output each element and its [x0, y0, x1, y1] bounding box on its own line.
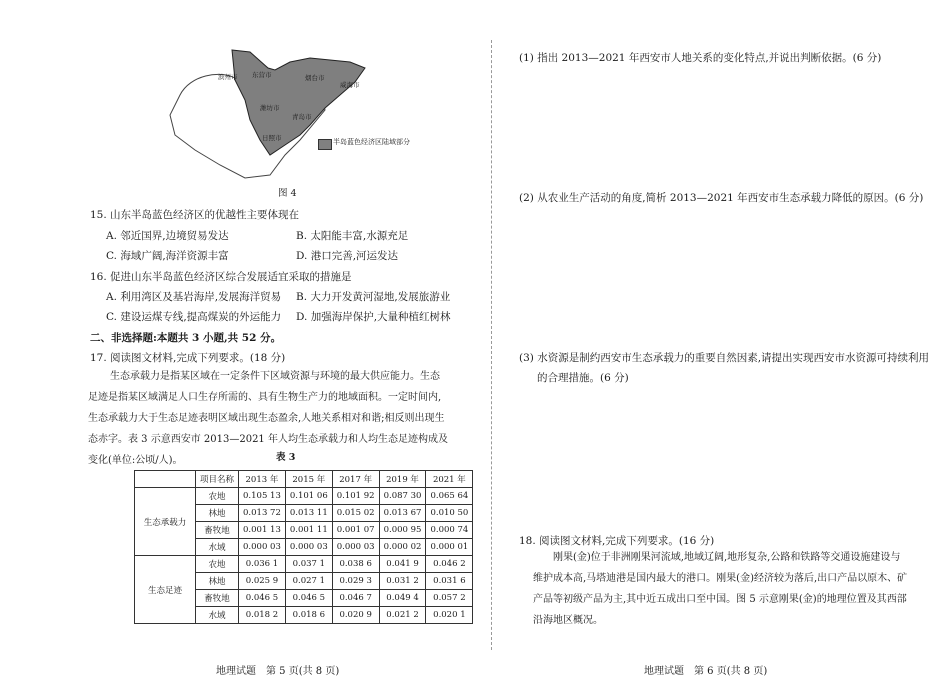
- map-label-weifang: 潍坊市: [260, 104, 280, 112]
- table-header-2013: 2013 年: [239, 471, 286, 488]
- cell: 0.025 9: [239, 573, 286, 590]
- table-row: [135, 488, 473, 505]
- cell: 0.015 02: [332, 505, 379, 522]
- row-item: 农地: [196, 556, 239, 573]
- table-caption: 表 3: [276, 452, 296, 463]
- cell: 0.041 9: [379, 556, 426, 573]
- cell: 0.000 03: [332, 539, 379, 556]
- cell: 0.000 02: [379, 539, 426, 556]
- cell: 0.046 2: [426, 556, 473, 573]
- cell: 0.000 03: [285, 539, 332, 556]
- row-item: 水域: [196, 539, 239, 556]
- cell: 0.036 1: [239, 556, 286, 573]
- cell: 0.013 72: [239, 505, 286, 522]
- q15-option-b[interactable]: B. 太阳能丰富,水源充足: [296, 230, 409, 242]
- map-label-binzhou: 滨州市: [218, 73, 238, 81]
- cell: 0.105 13: [239, 488, 286, 505]
- cell: 0.065 64: [426, 488, 473, 505]
- table-header-2015: 2015 年: [285, 471, 332, 488]
- group-label-footprint: 生态足迹: [135, 556, 196, 624]
- row-item: 林地: [196, 505, 239, 522]
- cell: 0.020 1: [426, 607, 473, 624]
- legend-swatch: [318, 139, 332, 150]
- map-label-rizhao: 日照市: [262, 134, 282, 142]
- cell: 0.031 6: [426, 573, 473, 590]
- q16-option-a[interactable]: A. 利用湾区及基岩海岸,发展海洋贸易: [106, 291, 282, 303]
- cell: 0.038 6: [332, 556, 379, 573]
- cell: 0.001 11: [285, 522, 332, 539]
- cell: 0.000 01: [426, 539, 473, 556]
- group-label-capacity: 生态承载力: [135, 488, 196, 556]
- q18-material: 刚果(金)位于非洲刚果河流域,地域辽阔,地形复杂,公路和铁路等交通设施建设与维护成本高,马塔迪港是国内最大的港口。刚果(金)经济较为落后,出口产品以原木、矿产品等初级产品为主,其中近五成出口至中国。图 5 示意刚果(金)的地理位置及其西部沿海地区概况。: [533, 552, 908, 626]
- row-item: 农地: [196, 488, 239, 505]
- cell: 0.021 2: [379, 607, 426, 624]
- cell: 0.018 6: [285, 607, 332, 624]
- shandong-map: [150, 40, 430, 180]
- row-item: 畜牧地: [196, 590, 239, 607]
- cell: 0.000 03: [239, 539, 286, 556]
- cell: 0.031 2: [379, 573, 426, 590]
- q15-option-a[interactable]: A. 邻近国界,边境贸易发达: [106, 230, 229, 242]
- table-header-2019: 2019 年: [379, 471, 426, 488]
- map-label-dongying: 东营市: [252, 71, 272, 79]
- cell: 0.046 5: [285, 590, 332, 607]
- q17-sub1: (1) 指出 2013—2021 年西安市人地关系的变化特点,并说出判断依据。(6 分): [519, 52, 882, 64]
- cell: 0.000 95: [379, 522, 426, 539]
- row-item: 畜牧地: [196, 522, 239, 539]
- map-label-yantai: 烟台市: [305, 74, 325, 82]
- cell: 0.057 2: [426, 590, 473, 607]
- table-row: [135, 556, 473, 573]
- figure-caption: 图 4: [278, 188, 297, 199]
- cell: 0.001 07: [332, 522, 379, 539]
- cell: 0.101 06: [285, 488, 332, 505]
- cell: 0.010 50: [426, 505, 473, 522]
- cell: 0.046 7: [332, 590, 379, 607]
- map-label-qingdao: 青岛市: [292, 113, 312, 121]
- cell: 0.046 5: [239, 590, 286, 607]
- cell: 0.018 2: [239, 607, 286, 624]
- q16-option-d[interactable]: D. 加强海岸保护,大量种植红树林: [296, 311, 451, 323]
- cell: 0.087 30: [379, 488, 426, 505]
- q17-sub3-line2: 的合理措施。(6 分): [537, 372, 629, 384]
- table-header-2017: 2017 年: [332, 471, 379, 488]
- table-header-2021: 2021 年: [426, 471, 473, 488]
- legend-label: 半岛蓝色经济区陆域部分: [333, 138, 410, 146]
- row-item: 林地: [196, 573, 239, 590]
- cell: 0.013 11: [285, 505, 332, 522]
- cell: 0.029 3: [332, 573, 379, 590]
- q15-stem: 15. 山东半岛蓝色经济区的优越性主要体现在: [90, 209, 300, 221]
- q17-sub3-line1: (3) 水资源是制约西安市生态承载力的重要自然因素,请提出实现西安市水资源可持续利用: [519, 352, 930, 364]
- left-footer: 地理试题 第 5 页(共 8 页): [216, 666, 340, 677]
- cell: 0.037 1: [285, 556, 332, 573]
- right-footer: 地理试题 第 6 页(共 8 页): [644, 666, 768, 677]
- table-header-empty: [135, 471, 196, 488]
- table-header-row: [135, 471, 473, 488]
- q17-sub2: (2) 从农业生产活动的角度,简析 2013—2021 年西安市生态承载力降低的原因。(6 分): [519, 192, 924, 204]
- q16-stem: 16. 促进山东半岛蓝色经济区综合发展适宜采取的措施是: [90, 271, 352, 283]
- q16-option-c[interactable]: C. 建设运煤专线,提高煤炭的外运能力: [106, 311, 282, 323]
- map-label-weihai: 威海市: [340, 81, 360, 89]
- ecology-table: [134, 470, 473, 624]
- section-2-heading: 二、非选择题:本题共 3 小题,共 52 分。: [90, 332, 282, 344]
- cell: 0.000 74: [426, 522, 473, 539]
- q18-stem: 18. 阅读图文材料,完成下列要求。(16 分): [519, 535, 715, 547]
- q17-stem: 17. 阅读图文材料,完成下列要求。(18 分): [90, 352, 286, 364]
- q17-material: 生态承载力是指某区域在一定条件下区域资源与环境的最大供应能力。生态足迹是指某区域满足人口生存所需的、具有生物生产力的地域面积。一定时间内,生态承载力大于生态足迹表明区域出现生态盈余,人地关系相对和谐;相反则出现生态赤字。表 3 示意西安市 2013—2021 年人均生态承载力和人均生态足迹构成及变化(单位:公顷/人)。: [88, 371, 448, 466]
- cell: 0.013 67: [379, 505, 426, 522]
- table-header-item: 项目名称: [196, 471, 239, 488]
- cell: 0.101 92: [332, 488, 379, 505]
- q15-option-c[interactable]: C. 海域广阔,海洋资源丰富: [106, 250, 229, 262]
- cell: 0.027 1: [285, 573, 332, 590]
- cell: 0.001 13: [239, 522, 286, 539]
- q15-option-d[interactable]: D. 港口完善,河运发达: [296, 250, 399, 262]
- row-item: 水域: [196, 607, 239, 624]
- cell: 0.020 9: [332, 607, 379, 624]
- cell: 0.049 4: [379, 590, 426, 607]
- q16-option-b[interactable]: B. 大力开发黄河湿地,发展旅游业: [296, 291, 451, 303]
